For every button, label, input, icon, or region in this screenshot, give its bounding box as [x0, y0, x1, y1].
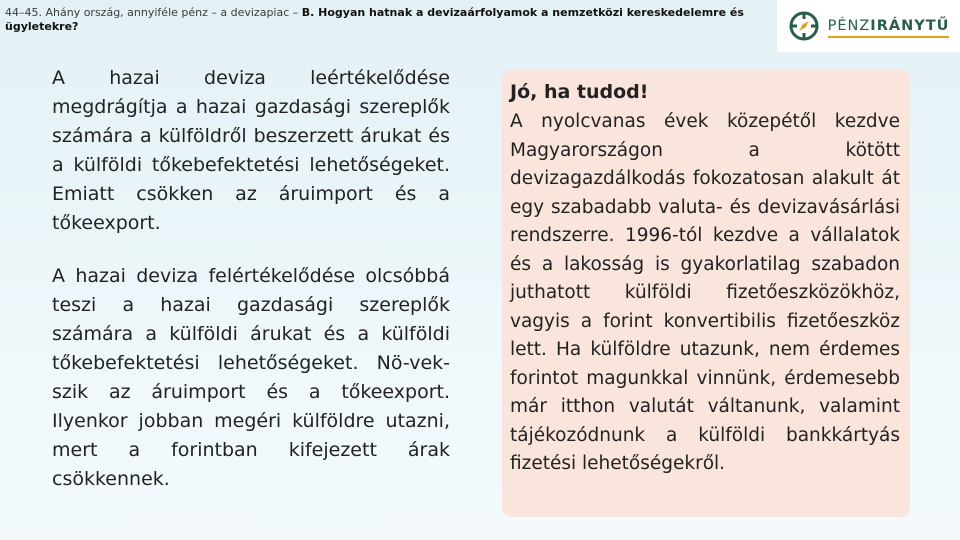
breadcrumb	[5, 6, 765, 34]
logo-word-part2: IRÁNYTŰ	[870, 17, 950, 34]
logo-underline	[828, 36, 950, 38]
info-box	[502, 69, 910, 517]
compass-icon	[788, 10, 820, 42]
paragraph-devaluation: A hazai deviza leértékelődése megdrágítja a hazai gazdasági szereplők számára a külföldről beszerzett árukat és a külföldi tőkebefektetési lehetőségeket. Emiatt csökken az áruimport és a tőkeexport.	[52, 67, 450, 234]
breadcrumb-prefix: 44–45. Ahány ország, annyiféle pénz – a devizapiac –	[5, 6, 302, 19]
info-box-body: A nyolcvanas évek közepétől kezdve Magyarországon a kötött devizagazdálkodás fokozatosan alakult át egy szabadabb valuta- és devizavásárlási rendszerre. 1996-tól kezdve a vállalatok és a lakosság is gyakorlatilag szabadon juthatott külföldi fizetőeszközökhöz, vagyis a forint konvertibilis fizetőeszköz lett. Ha külföldre utazunk, nem érdemes forintot magunkkal vinnünk, érdemesebb már itthon valutát váltanunk, valamint tájékozódnunk a külföldi bankkártyás fizetési lehetőségekről.	[510, 111, 900, 474]
penziranytu-logo	[777, 0, 960, 52]
main-text-column	[52, 64, 450, 518]
logo-word-part1: PÉNZ	[827, 17, 871, 34]
breadcrumb-section: B. Hogyan hatnak a devizaárfolyamok a nemzetközi kereskedelemre és ügyletekre?	[5, 6, 744, 33]
info-box-title: Jó, ha tudod!	[510, 81, 649, 103]
paragraph-appreciation: A hazai deviza felértékelődése olcsóbbá teszi a hazai gazdasági szereplők számára a külföldi árukat és a külföldi tőkebefektetési lehetőségeket. Nö-vek-szik az áruimport és a tőkeexport. Ilyenkor jobban megéri külföldre utazni, mert a forintban kifejezett árak csökkennek.	[52, 265, 450, 490]
logo-wordmark	[828, 15, 950, 38]
